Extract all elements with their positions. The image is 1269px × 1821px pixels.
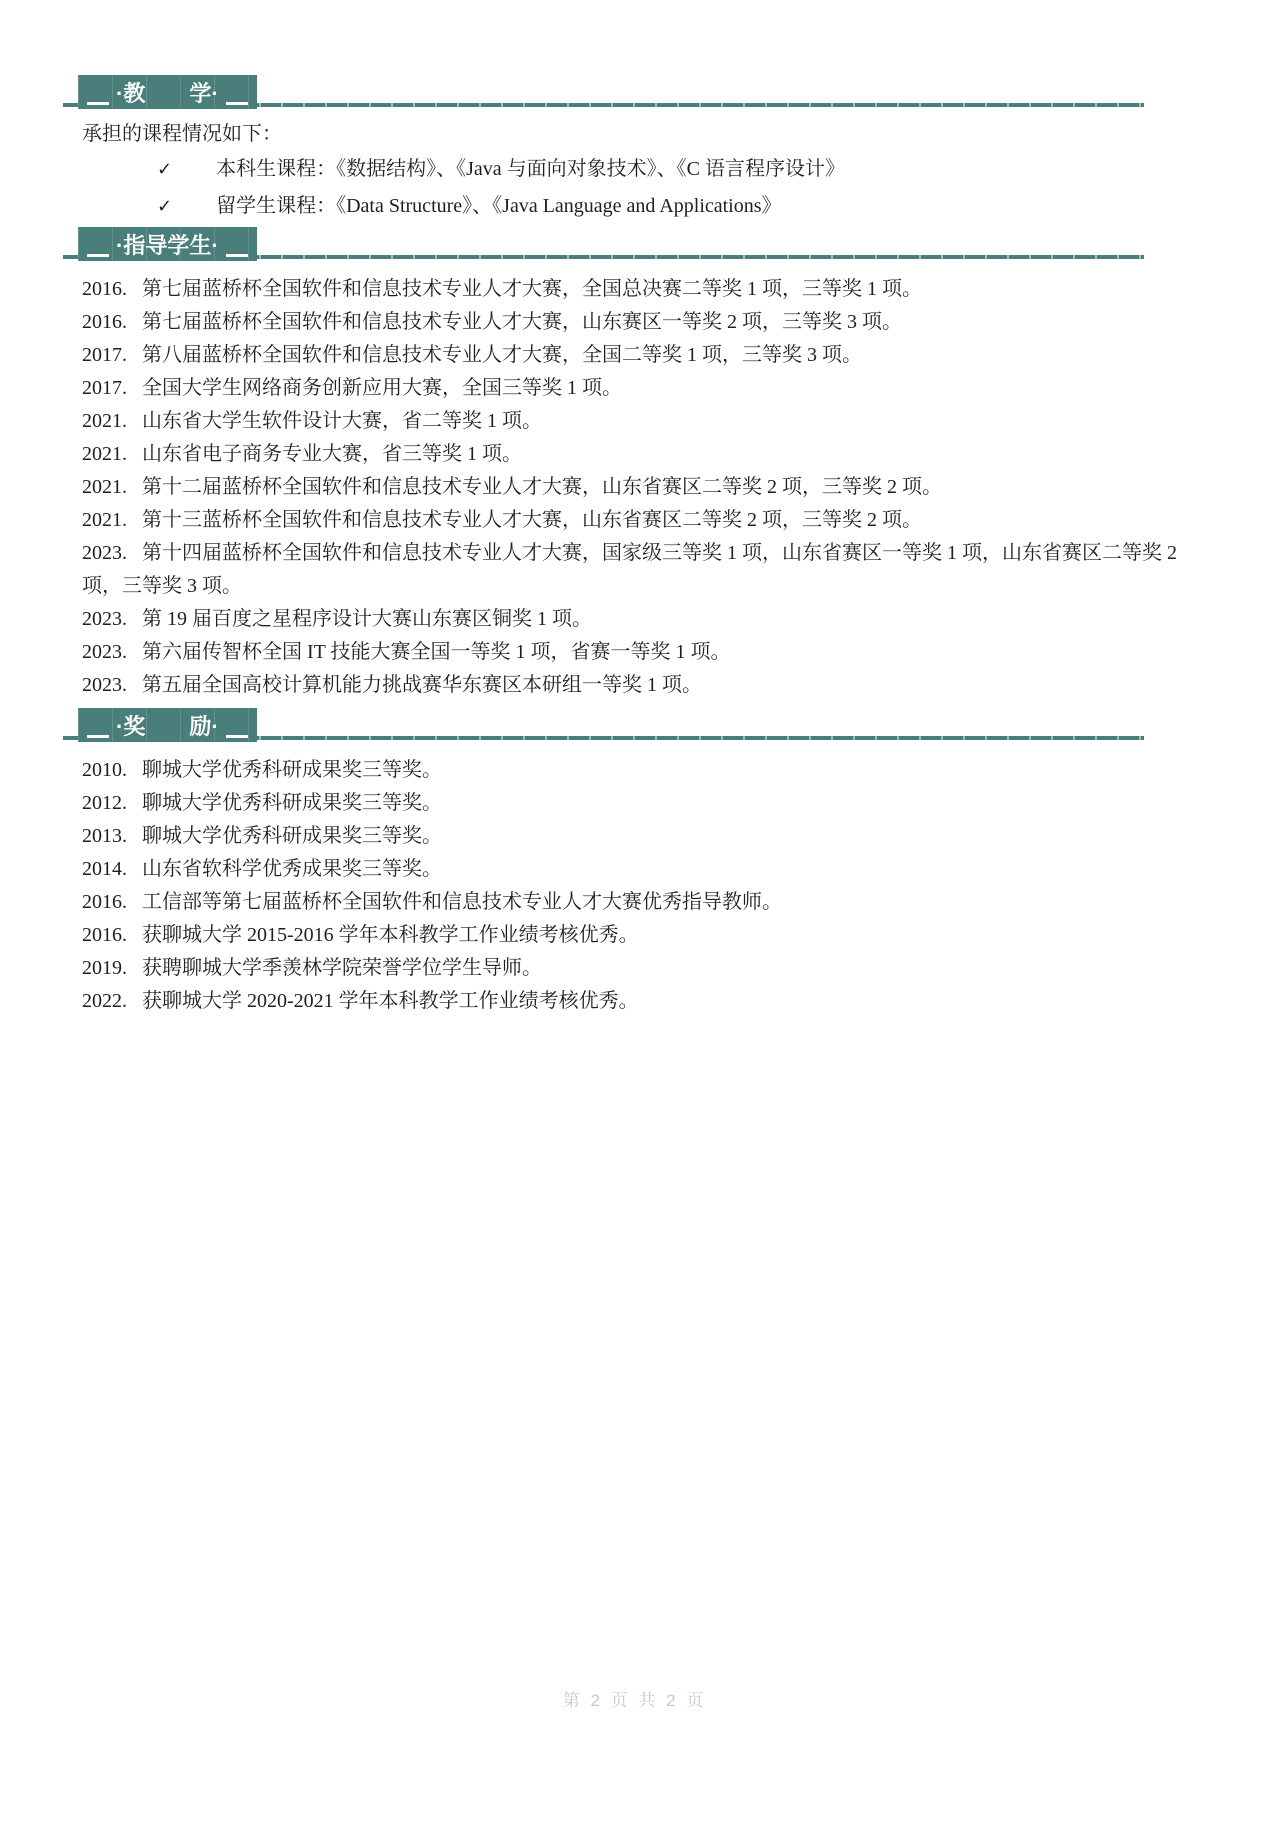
item-year: 2023. bbox=[82, 542, 127, 564]
course-text: 本科生课程：《数据结构》、《Java 与面向对象技术》、《C 语言程序设计》 bbox=[216, 158, 845, 180]
awards-title-box bbox=[78, 708, 257, 742]
item-text: 聊城大学优秀科研成果奖三等奖。 bbox=[142, 825, 442, 847]
award-list-item bbox=[82, 754, 1206, 787]
item-text: 获聊城大学 2015-2016 学年本科教学工作业绩考核优秀。 bbox=[142, 924, 639, 946]
item-year: 2021. bbox=[82, 509, 127, 531]
underscore-right-decor bbox=[226, 102, 248, 105]
item-year: 2013. bbox=[82, 825, 127, 847]
item-text: 第五届全国高校计算机能力挑战赛华东赛区本研组一等奖 1 项。 bbox=[142, 674, 702, 696]
teaching-title-box bbox=[78, 75, 257, 109]
item-text: 全国大学生网络商务创新应用大赛，全国三等奖 1 项。 bbox=[142, 377, 622, 399]
section-awards bbox=[63, 708, 1206, 1018]
item-year: 2016. bbox=[82, 924, 127, 946]
item-year: 2023. bbox=[82, 674, 127, 696]
item-year: 2021. bbox=[82, 443, 127, 465]
item-text: 第七届蓝桥杯全国软件和信息技术专业人才大赛，全国总决赛二等奖 1 项，三等奖 1 项。 bbox=[142, 278, 922, 300]
item-text: 山东省大学生软件设计大赛，省二等奖 1 项。 bbox=[142, 410, 542, 432]
guidance-list-item bbox=[82, 273, 1206, 306]
item-year: 2022. bbox=[82, 990, 127, 1012]
awards-header bbox=[63, 708, 1206, 742]
item-year: 2021. bbox=[82, 476, 127, 498]
item-text: 获聊城大学 2020-2021 学年本科教学工作业绩考核优秀。 bbox=[142, 990, 639, 1012]
item-year: 2014. bbox=[82, 858, 127, 880]
awards-title: ·奖 励· bbox=[116, 713, 219, 739]
item-year: 2012. bbox=[82, 792, 127, 814]
item-text: 第十三蓝桥杯全国软件和信息技术专业人才大赛，山东省赛区二等奖 2 项，三等奖 2 项。 bbox=[142, 509, 922, 531]
item-text: 聊城大学优秀科研成果奖三等奖。 bbox=[142, 792, 442, 814]
award-list-item bbox=[82, 787, 1206, 820]
item-year: 2017. bbox=[82, 377, 127, 399]
award-list-item bbox=[82, 820, 1206, 853]
awards-list bbox=[63, 754, 1206, 1018]
page-number: 第 2 页 共 2 页 bbox=[562, 1691, 707, 1710]
underscore-left-decor bbox=[87, 254, 109, 257]
guidance-list-item bbox=[82, 504, 1206, 537]
teaching-header bbox=[63, 75, 1206, 109]
underscore-right-decor bbox=[226, 254, 248, 257]
guidance-header bbox=[63, 227, 1206, 261]
item-text: 第八届蓝桥杯全国软件和信息技术专业人才大赛，全国二等奖 1 项，三等奖 3 项。 bbox=[142, 344, 862, 366]
course-item bbox=[157, 151, 1206, 188]
item-text: 第七届蓝桥杯全国软件和信息技术专业人才大赛，山东赛区一等奖 2 项，三等奖 3 项。 bbox=[142, 311, 902, 333]
item-text: 第六届传智杯全国 IT 技能大赛全国一等奖 1 项，省赛一等奖 1 项。 bbox=[142, 641, 731, 663]
underscore-left-decor bbox=[87, 735, 109, 738]
item-text: 工信部等第七届蓝桥杯全国软件和信息技术专业人才大赛优秀指导教师。 bbox=[142, 891, 782, 913]
item-text: 山东省电子商务专业大赛，省三等奖 1 项。 bbox=[142, 443, 522, 465]
award-list-item bbox=[82, 919, 1206, 952]
underscore-left-decor bbox=[87, 102, 109, 105]
guidance-list-item bbox=[82, 603, 1206, 636]
guidance-list-item bbox=[82, 471, 1206, 504]
section-student-guidance bbox=[63, 227, 1206, 702]
item-text: 第 19 届百度之星程序设计大赛山东赛区铜奖 1 项。 bbox=[142, 608, 592, 630]
checkmark-icon: ✓ bbox=[157, 159, 173, 180]
guidance-list bbox=[63, 273, 1206, 702]
award-list-item bbox=[82, 952, 1206, 985]
item-year: 2016. bbox=[82, 278, 127, 300]
underscore-right-decor bbox=[226, 735, 248, 738]
guidance-list-item bbox=[82, 306, 1206, 339]
checkmark-icon: ✓ bbox=[157, 196, 173, 217]
course-item bbox=[157, 188, 1206, 225]
guidance-title: ·指导学生· bbox=[116, 232, 219, 258]
guidance-list-item bbox=[82, 405, 1206, 438]
award-list-item bbox=[82, 985, 1206, 1018]
guidance-list-item bbox=[82, 537, 1206, 603]
course-list bbox=[157, 151, 1206, 225]
item-year: 2021. bbox=[82, 410, 127, 432]
guidance-title-box bbox=[78, 227, 257, 261]
teaching-title: ·教 学· bbox=[116, 80, 219, 106]
item-year: 2017. bbox=[82, 344, 127, 366]
item-year: 2010. bbox=[82, 759, 127, 781]
item-year: 2023. bbox=[82, 608, 127, 630]
section-teaching bbox=[63, 75, 1206, 225]
item-year: 2019. bbox=[82, 957, 127, 979]
item-text: 聊城大学优秀科研成果奖三等奖。 bbox=[142, 759, 442, 781]
guidance-list-item bbox=[82, 669, 1206, 702]
item-text: 第十四届蓝桥杯全国软件和信息技术专业人才大赛，国家级三等奖 1 项，山东省赛区一等奖 1 项，山东省赛区二等奖 2 项，三等奖 3 项。 bbox=[82, 542, 1177, 597]
item-year: 2016. bbox=[82, 311, 127, 333]
item-text: 山东省软科学优秀成果奖三等奖。 bbox=[142, 858, 442, 880]
item-text: 第十二届蓝桥杯全国软件和信息技术专业人才大赛，山东省赛区二等奖 2 项，三等奖 2 项。 bbox=[142, 476, 942, 498]
award-list-item bbox=[82, 886, 1206, 919]
courses-intro: 承担的课程情况如下： bbox=[82, 123, 282, 145]
course-text: 留学生课程：《Data Structure》、《Java Language and Applications》 bbox=[216, 195, 782, 217]
guidance-list-item bbox=[82, 339, 1206, 372]
item-text: 获聘聊城大学季羡林学院荣誉学位学生导师。 bbox=[142, 957, 542, 979]
guidance-list-item bbox=[82, 438, 1206, 471]
award-list-item bbox=[82, 853, 1206, 886]
item-year: 2016. bbox=[82, 891, 127, 913]
item-year: 2023. bbox=[82, 641, 127, 663]
guidance-list-item bbox=[82, 372, 1206, 405]
guidance-list-item bbox=[82, 636, 1206, 669]
